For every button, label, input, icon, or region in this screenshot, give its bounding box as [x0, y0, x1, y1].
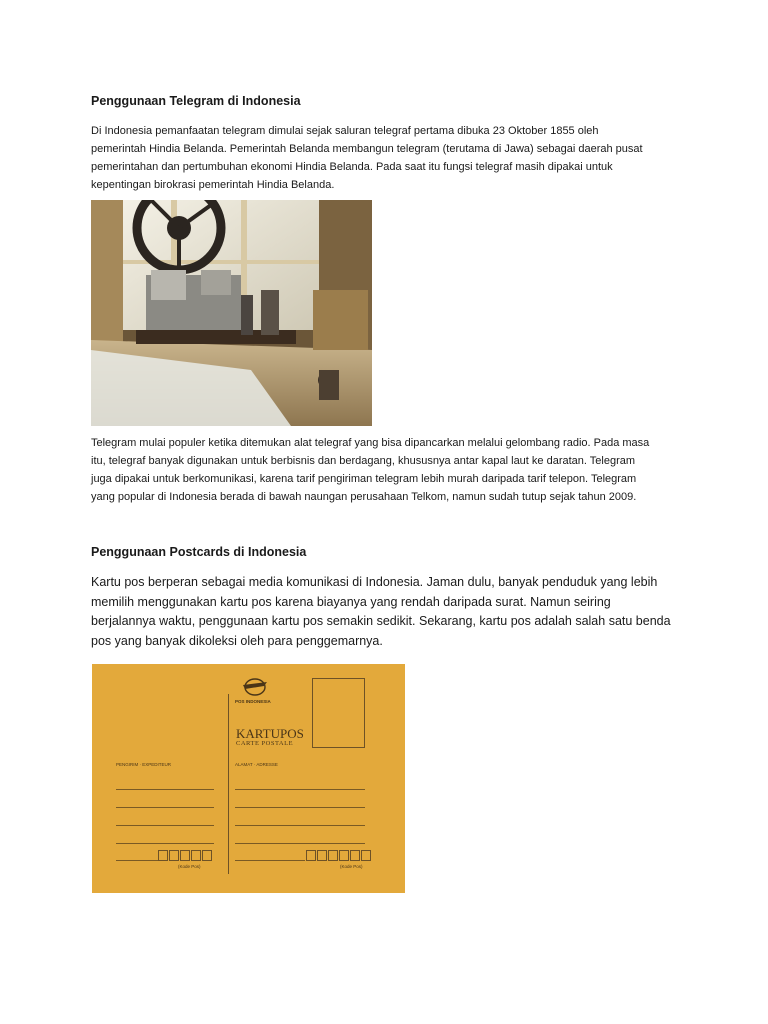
paragraph-line: juga dipakai untuk berkomunikasi, karena tarif pengiriman telegram lebih murah daripada tarif telepon. Telegram [91, 473, 637, 485]
postcard-divider [228, 694, 229, 874]
paragraph-line: berjalannya waktu, penggunaan kartu pos semakin sedikit. Sekarang, kartu pos adalah salah satu benda [91, 614, 671, 628]
postcard-brand: POS INDONESIA [235, 699, 271, 704]
stamp-box [312, 678, 365, 748]
paragraph-line: Kartu pos berperan sebagai media komunikasi di Indonesia. Jaman dulu, banyak penduduk yang lebih [91, 575, 658, 589]
postcard-title: KARTUPOS [236, 726, 304, 741]
address-line [235, 843, 365, 844]
postcard-subtitle: CARTE POSTALE [236, 740, 294, 747]
address-line [235, 807, 365, 808]
section-heading-telegram: Penggunaan Telegram di Indonesia [91, 94, 301, 108]
sender-postal-code-boxes [158, 850, 213, 861]
sender-postal-code-label: (Kode Pos) [178, 864, 201, 869]
address-postal-code-label: (Kode Pos) [340, 864, 363, 869]
paragraph-line: pos yang banyak dikoleksi oleh para penggemarnya. [91, 633, 383, 648]
paragraph-line: kepentingan birokrasi pemerintah Hindia Belanda. [91, 179, 335, 191]
telegram-intro-paragraph [91, 122, 681, 194]
paragraph-line: pemerintahan dan pertumbuhan ekonomi Hindia Belanda. Pada saat itu fungsi telegraf masih dipakai untuk [91, 161, 613, 173]
address-line [235, 860, 305, 861]
address-postal-code-boxes [306, 850, 372, 861]
section-heading-postcards: Penggunaan Postcards di Indonesia [91, 545, 307, 559]
sender-line [116, 789, 214, 790]
sender-label: PENGIRIM · EXPEDITEUR [116, 762, 172, 767]
sender-line [116, 825, 214, 826]
telegraph-machine-photo [91, 200, 372, 426]
sender-line [116, 807, 214, 808]
sender-line [116, 860, 158, 861]
address-label: ALAMAT · ADRESSE [235, 762, 278, 767]
postcard-body-paragraph [91, 573, 691, 651]
paragraph-line: yang popular di Indonesia berada di bawah naungan perusahaan Telkom, namun sudah tutup sejak tahun 2009. [91, 491, 637, 503]
paragraph-line: Di Indonesia pemanfaatan telegram dimulai sejak saluran telegraf pertama dibuka 23 Oktober 1855 oleh [91, 125, 599, 137]
paragraph-line: itu, telegraf banyak digunakan untuk berbisnis dan berdagang, khususnya antar kapal laut ke daratan. Telegram [91, 455, 636, 467]
paragraph-line: Telegram mulai populer ketika ditemukan alat telegraf yang bisa dipancarkan melalui gelombang radio. Pada masa [91, 437, 650, 449]
address-line [235, 789, 365, 790]
pos-indonesia-logo-icon [240, 676, 270, 698]
postcard-image [92, 664, 405, 893]
address-line [235, 825, 365, 826]
telegram-body-paragraph [91, 434, 681, 506]
sender-line [116, 843, 214, 844]
paragraph-line: pemerintah Hindia Belanda. Pemerintah Belanda membangun telegram (terutama di Jawa) sebagai daerah pusat [91, 143, 643, 155]
paragraph-line: memilih menggunakan kartu pos karena biayanya yang rendah daripada surat. Namun seiring [91, 594, 611, 609]
